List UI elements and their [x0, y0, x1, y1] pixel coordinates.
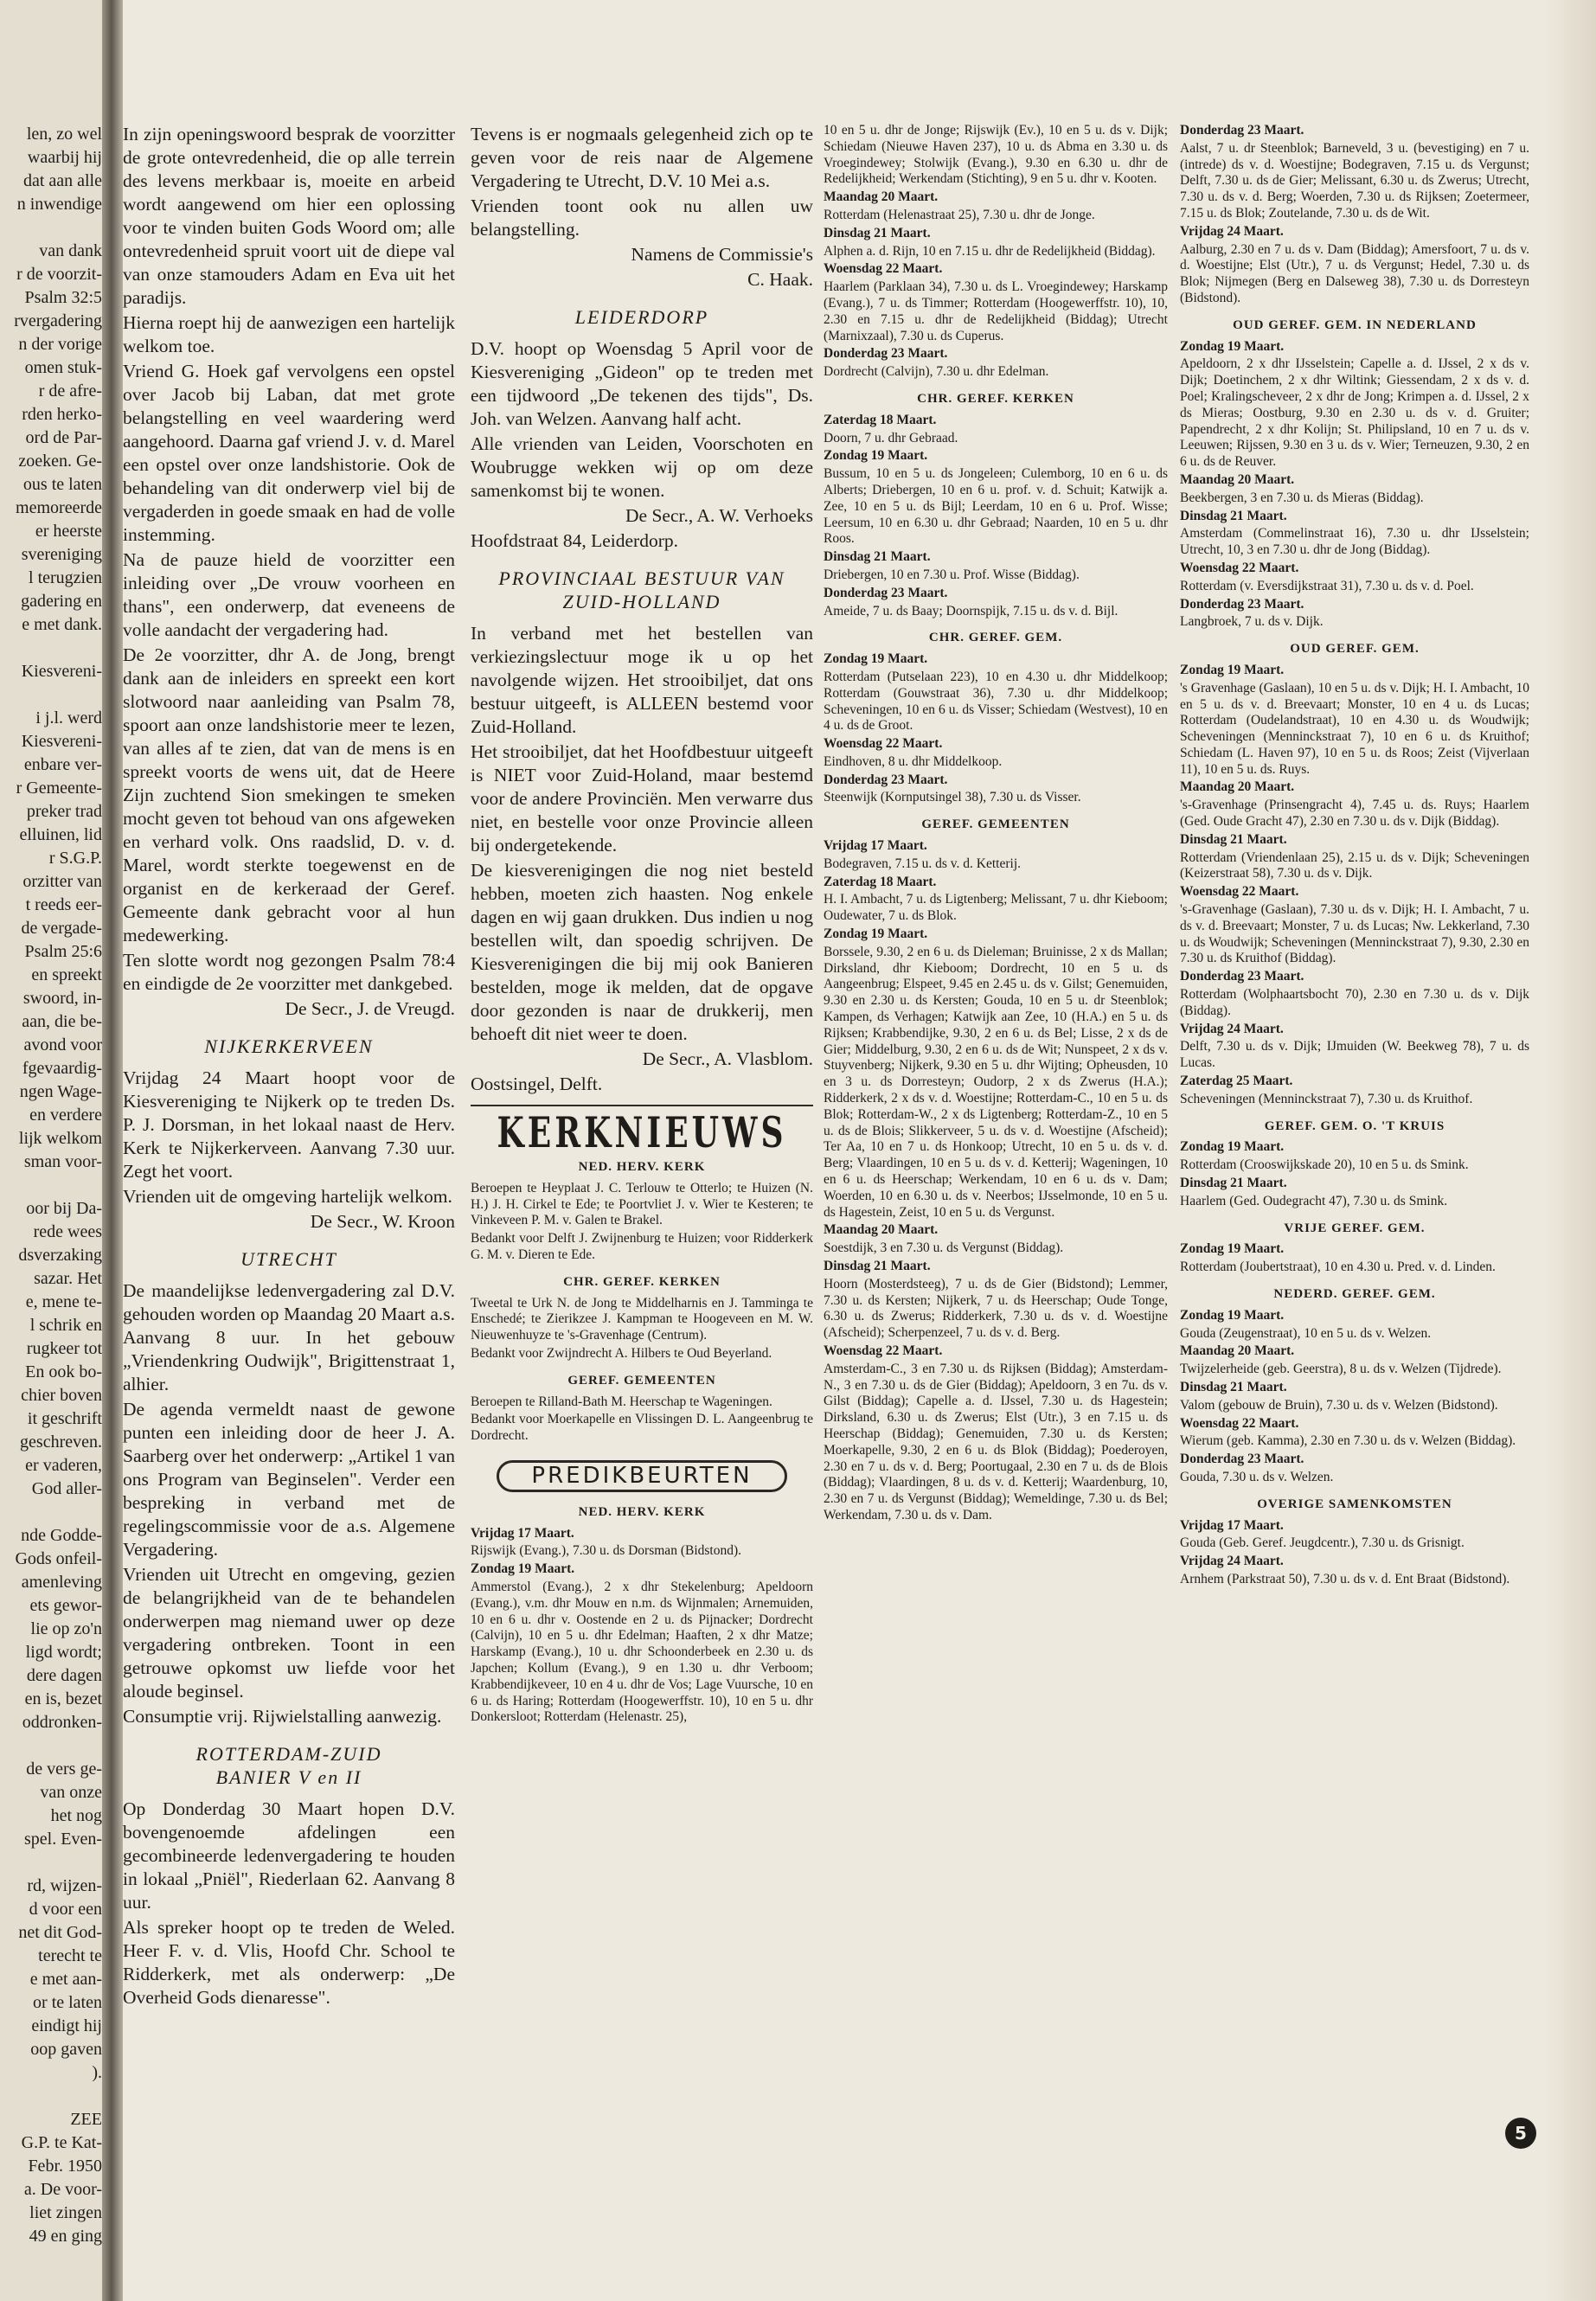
previous-page-column — [3, 123, 102, 2248]
date-heading: Maandag 20 Maart. — [1180, 779, 1295, 795]
date-heading: Maandag 20 Maart. — [1180, 471, 1295, 487]
previous-page-line: avond voor — [23, 1035, 102, 1054]
previous-page-line: de vergade- — [21, 919, 102, 938]
previous-page-line: geschreven. — [20, 1433, 102, 1452]
article-paragraph: Consumptie vrij. Rijwielstalling aanwezig. — [123, 1706, 442, 1727]
date-heading: Donderdag 23 Maart. — [824, 346, 948, 362]
church-heading: OUD GEREF. GEM. — [1290, 642, 1420, 657]
service-list: Scheveningen (Menninckstraat 7), 7.30 u. ds Kruithof. — [1180, 1091, 1473, 1106]
previous-page-line: orzitter van — [22, 872, 102, 891]
previous-page-line: e met dank. — [22, 615, 102, 634]
column-2 — [471, 123, 813, 2112]
page-number: 5 — [1505, 2118, 1536, 2149]
date-heading: Maandag 20 Maart. — [1180, 1343, 1295, 1359]
column-1 — [123, 123, 455, 2112]
date-heading: Woensdag 22 Maart. — [1180, 560, 1299, 575]
article-paragraph: Na de pauze hield de voorzitter een inleiding over „De vrouw voorheen en thans", een onderwerp, dat eveneens de volle aandacht der vergadering had. — [123, 549, 455, 640]
article-paragraph: In zijn openingswoord besprak de voorzitter de grote ontevredenheid, die op alle terrein des levens merkbaar is, moeite en arbeid wordt aangewend om hier een oplossing voor te vinden buiten Gods Woord om; alle ontevredenheid spruit voort uit de diepe val van onze stamouders Adam en Eva uit het paradijs. — [123, 124, 455, 308]
signature: De Secr., A. Vlasblom. — [642, 1048, 813, 1069]
article-paragraph: Ten slotte wordt nog gezongen Psalm 78:4 en eindigde de 2e voorzitter met dankgebed. — [123, 950, 455, 994]
article-paragraph: Vriend G. Hoek gaf vervolgens een opstel over Jacob bij Laban, dat met grote belangstelling en veel waardering werd aangehoord. Daarna gaf vriend J. v. d. Marel een opstel over onze landshistorie. Ook de behandeling van dit onderwerp viel bij de vergaderden in goede smaak en had de volle instemming. — [123, 361, 455, 545]
date-heading: Vrijdag 24 Maart. — [1180, 223, 1284, 239]
kerknieuws-block — [471, 1159, 813, 1726]
date-heading: Donderdag 23 Maart. — [1180, 123, 1304, 138]
section-heading: NIJKERKERVEEN — [204, 1035, 374, 1057]
news-item: Bedankt voor Delft J. Zwijnenburg te Huizen; voor Ridderkerk G. M. v. Dieren te Ede. — [471, 1231, 813, 1262]
service-list: Rotterdam (Crooswijkskade 20), 10 en 5 u. ds Smink. — [1180, 1157, 1469, 1173]
church-heading: NED. HERV. KERK — [578, 1504, 706, 1519]
service-list: Gouda, 7.30 u. ds v. Welzen. — [1180, 1469, 1334, 1484]
news-item: Beroepen te Heyplaat J. C. Terlouw te Otterlo; te Huizen (N. H.) J. H. Cirkel te Ede; te Poortvliet J. v. Wier te Kesteren; te Vinkeveen P. M. v. Galen te Brakel. — [471, 1180, 813, 1228]
page-edge — [1544, 0, 1596, 2301]
article-paragraph: Vrijdag 24 Maart hoopt voor de Kiesvereniging te Nijkerk op te treden Ds. P. J. Dorsman, in het lokaal naast de Herv. Kerk te Nijkerkerveen. Aanvang 7.30 uur. Zegt het voort. — [123, 1067, 455, 1182]
previous-page-line: i j.l. werd — [35, 708, 102, 727]
previous-page-line: sman voor- — [23, 1152, 102, 1171]
service-list: Rotterdam (Wolphaartsbocht 70), 2.30 en 7.30 u. ds v. Dijk (Biddag). — [1180, 987, 1529, 1018]
section-subheading: BANIER V en II — [215, 1766, 362, 1788]
article-paragraph: Als spreker hoopt op te treden de Weled. Heer F. v. d. Vlis, Hoofd Chr. School te Ridderkerk, met als onderwerp: „De Overheid Gods dienaresse". — [123, 1917, 455, 2008]
previous-page-line: len, zo wel — [26, 125, 102, 144]
previous-page-line: van onze — [40, 1783, 102, 1802]
date-heading: Zondag 19 Maart. — [824, 926, 928, 942]
previous-page-line: ord de Par- — [25, 428, 102, 447]
date-heading: Donderdag 23 Maart. — [824, 585, 948, 600]
previous-page-line — [3, 1501, 102, 1524]
date-heading: Donderdag 23 Maart. — [1180, 596, 1304, 612]
date-heading: Vrijdag 24 Maart. — [1180, 1021, 1284, 1036]
previous-page-line: En ook bo- — [25, 1362, 102, 1381]
section-heading: UTRECHT — [240, 1248, 337, 1270]
date-heading: Maandag 20 Maart. — [824, 1222, 939, 1238]
date-heading: Zondag 19 Maart. — [824, 448, 928, 464]
date-heading: Vrijdag 17 Maart. — [471, 1525, 574, 1541]
service-list: Gouda (Geb. Geref. Jeugdcentr.), 7.30 u. ds Grisnigt. — [1180, 1535, 1465, 1551]
article-paragraph: De maandelijkse ledenvergadering zal D.V. gehouden worden op Maandag 20 Maart a.s. Aanvang 8 uur. In het gebouw „Vriendenkring Oudwijk", Brigittenstraat 1, alhier. — [123, 1280, 455, 1394]
date-heading: Zondag 19 Maart. — [471, 1561, 575, 1577]
previous-page-line: het nog — [50, 1806, 102, 1825]
previous-page-line: preker trad — [26, 802, 102, 821]
previous-page-line: Febr. 1950 — [28, 2157, 102, 2176]
previous-page-line: rden herko- — [22, 405, 102, 424]
article-paragraph: De 2e voorzitter, dhr A. de Jong, brengt dank aan de inleiders en spreekt een kort slotwoord naar aanleiding van Psalm 78, spoort aan onze landshistorie meer te lezen, van alles af te zien, dat van de mens is en spreekt voorts de wens uit, dat de Heere Zijn zuchtend Sion smekingen te smeken mocht geven tot behoud van ons afgeweken en verhard volk. Ons raadslid, D. v. d. Marel, wordt sterkte toegewenst en de organist en de kerkeraad der Geref. Gemeente dank gebracht voor al hun medewerking. — [123, 644, 455, 945]
previous-page-line: rvergadering — [14, 311, 102, 330]
article-paragraph: Vrienden uit de omgeving hartelijk welkom. — [123, 1186, 452, 1207]
date-heading: Woensdag 22 Maart. — [824, 1343, 943, 1358]
previous-page-line: er heerste — [35, 522, 102, 541]
previous-page-line: sazar. Het — [34, 1269, 102, 1288]
previous-page-line: rede wees — [33, 1222, 102, 1241]
previous-page-line: it geschrift — [27, 1409, 102, 1428]
service-list: Wierum (geb. Kamma), 2.30 en 7.30 u. ds v. Welzen (Biddag). — [1180, 1433, 1516, 1449]
article-paragraph: Alle vrienden van Leiden, Voorschoten en Woubrugge wekken wij op om deze samenkomst bij te wonen. — [471, 433, 813, 501]
previous-page-line: l schrik en — [29, 1316, 102, 1335]
previous-page-line: dere dagen — [26, 1666, 102, 1685]
previous-page-line — [3, 1734, 102, 1758]
church-heading: CHR. GEREF. KERKEN — [563, 1274, 721, 1289]
previous-page-line: waarbij hij — [27, 148, 102, 167]
date-heading: Zaterdag 25 Maart. — [1180, 1074, 1293, 1089]
signature: C. Haak. — [747, 269, 813, 290]
address: Oostsingel, Delft. — [471, 1074, 603, 1094]
previous-page-line: memoreerde — [16, 498, 102, 517]
date-heading: Dinsdag 21 Maart. — [1180, 1379, 1287, 1394]
signature: De Secr., J. de Vreugd. — [285, 998, 455, 1019]
previous-page-line — [3, 2085, 102, 2108]
previous-page-line — [3, 1851, 102, 1875]
date-heading: Woensdag 22 Maart. — [1180, 884, 1299, 900]
previous-page-line: nde Godde- — [21, 1526, 102, 1545]
service-list: Beekbergen, 3 en 7.30 u. ds Mieras (Biddag). — [1180, 490, 1424, 505]
date-heading: Dinsdag 21 Maart. — [1180, 1176, 1287, 1191]
article-paragraph: D.V. hoopt op Woensdag 5 April voor de Kiesvereniging „Gideon" op te treden met een tijdwoord „De tekenen des tijds", Ds. Joh. van Welzen. Aanvang half acht. — [471, 338, 813, 429]
kerknieuws-masthead: KERKNIEUWS — [497, 1108, 787, 1158]
previous-page-line: elluinen, lid — [19, 825, 102, 844]
service-list: Ameide, 7 u. ds Baay; Doornspijk, 7.15 u. ds v. d. Bijl. — [824, 603, 1118, 619]
section-heading: ROTTERDAM-ZUID — [195, 1743, 382, 1765]
column-3 — [824, 123, 1168, 2112]
service-list: Dordrecht (Calvijn), 7.30 u. dhr Edelman. — [824, 364, 1049, 380]
previous-page-line: n der vorige — [18, 335, 102, 354]
service-list: Doorn, 7 u. dhr Gebraad. — [824, 430, 958, 445]
previous-page-line — [3, 683, 102, 707]
date-heading: Woensdag 22 Maart. — [1180, 1415, 1299, 1431]
previous-page-line — [3, 1174, 102, 1197]
service-list: Apeldoorn, 2 x dhr IJsselstein; Capelle a. d. IJssel, 2 x ds v. Dijk; Doetinchem, 2 x dhr Wiltink; Giessendam, 2 x ds v. d. Poel; Kralingscheveer, 2 x dhr de Jong; Krimpen a. d. IJssel, 2 x ds Mieras; Oostburg, 9.30 en 2.30 u. ds v. d. Gruiter; Papendrecht, 2 x dhr Kolijn; St. Philipsland, 10 en 7 u. ds v. Leeuwen; Rijssen, 9.30 en 3 u. ds v. Wier; Terneuzen, 9.30, 2 en 6 u. ds de Reuver. — [1180, 356, 1529, 470]
previous-page-line: lijk welkom — [18, 1129, 102, 1148]
previous-page-line: Gods onfeil- — [15, 1549, 102, 1568]
service-list: Borssele, 9.30, 2 en 6 u. ds Dieleman; Bruinisse, 2 x ds Mallan; Dirksland, dhr Kieboom; Dordrecht, 10 en 5 u. ds Aangeenbrug; Elspeet, 9.45 en 2.45 u. ds v. Gilst; Genemuiden, 9.30 en 2.30 u. ds Kersten; Gouda, 10 en 5 u. dr Steenblok; Kampen, ds Verhagen; Katwijk aan Zee, 10 (H.A.) en 5 u. ds Rijksen; Krabbendijke, 9.30, 2 en 6 u. ds Bel; Lisse, 2 x ds de Gier; Middelburg, 9.30, 2 en 6 u. ds de Wit; Nunspeet, 2 x ds v. Stuyvenberg; Nijkerk, 9.30 en 5 u. dhr Wijting; Opheusden, 10 en 3 u. ds Dorresteyn; Oudorp, 2 x ds Zwerus (H.A.); Ridderkerk, 2 x ds v. d. Woestijne; Rotterdam-C., 10 en 5 u. ds Blok; Rotterdam-W., 2 x ds Ligtenberg; Rotterdam-Z., 10 en 5 u. ds de Blois; Slikkerveer, 5 u. ds v. d. Woestijne (Afscheid); Ter Aa, 10 en 7 u. ds Honkoop; Utrecht, 10 en 5 u. ds v. d. Berg; Vlaardingen, 10 en 5 u. ds v. d. Ketterij; Wageningen, 10 en 6 u. ds Heerschap; Werkendam, 10 en 6 u. ds v. Dam; Woerden, 10 en 6.30 u. ds v. Neerbos; IJsselmonde, 10 en 5 u. ds Hagestein, Zeist, 10 en 5 u. ds Vergunst. — [824, 944, 1168, 1220]
previous-page-line: ets gewor- — [29, 1596, 102, 1615]
signature: De Secr., A. W. Verhoeks — [625, 505, 813, 526]
service-list: Amsterdam-C., 3 en 7.30 u. ds Rijksen (Biddag); Amsterdam-N., 3 en 7.30 u. ds de Gier (Biddag); Apeldoorn, 3 en 7u. ds v. Gilst (Biddag); Capelle a. d. IJssel, 7.30 u. ds Hagestein; Dirksland, 6.30 u. ds Zwerus; Elst (Utr.), 3 en 7.15 u. ds Heerschap (Biddag); Genemuiden, 7.30 u. ds Kersten; Moerkapelle, 9.30, 2 en 6 u. ds Blok (Biddag); Poederoyen, 2.30 en 7 u. ds v. d. Berg; Poortugaal, 2.30 en 7 u. ds de Blois (Biddag); Vlaardingen, 8 u. ds v. d. Ketterij; Waardenburg, 10, 2.30 en 7 u. ds Vergunst (Biddag); Wemeldinge, 7.30 u. ds Bel; Werkendam, 7.30 u. ds v. Dam. — [824, 1361, 1168, 1522]
previous-page-line: Kiesvereni- — [21, 662, 102, 681]
previous-page-line: ). — [92, 2063, 102, 2082]
previous-page-line: rugkeer tot — [26, 1339, 102, 1358]
previous-page-line: r S.G.P. — [48, 849, 102, 868]
date-heading: Zaterdag 18 Maart. — [824, 412, 937, 427]
service-list: 's-Gravenhage (Gaslaan), 7.30 u. ds v. Dijk; H. I. Ambacht, 7 u. ds v. d. Breevaart; Monster, 7 u. ds Lucas; Nw. Lekkerland, 7.30 u. ds Woudwijk; Scheveningen (Menninckstraat 7), 9.30, 2.30 en 7.30 u. ds Kruithof (Biddag). — [1180, 902, 1529, 966]
date-heading: Zaterdag 18 Maart. — [824, 874, 937, 889]
church-heading: CHR. GEREF. KERKEN — [917, 391, 1074, 406]
signature: Namens de Commissie's — [631, 244, 813, 265]
date-heading: Zondag 19 Maart. — [1180, 1139, 1285, 1155]
article-paragraph: Vrienden toont ook nu allen uw belangstelling. — [471, 195, 813, 240]
previous-page-line: liet zingen — [29, 2203, 102, 2222]
previous-page-line: d voor een — [29, 1900, 102, 1919]
date-heading: Dinsdag 21 Maart. — [824, 549, 931, 565]
service-list: Rotterdam (Vriendenlaan 25), 2.15 u. ds v. Dijk; Scheveningen (Keizerstraat 58), 7.30 u. ds v. Dijk. — [1180, 849, 1529, 881]
previous-page-line: omen stuk- — [24, 358, 102, 377]
date-heading: Dinsdag 21 Maart. — [824, 1259, 931, 1273]
previous-page-line: ligd wordt; — [25, 1643, 102, 1662]
service-list: 's Gravenhage (Gaslaan), 10 en 5 u. ds v. Dijk; H. I. Ambacht, 10 en 5 u. ds v. d. Breevaart; Monster, 10 en 4 u. ds Lucas; Rotterdam (Oudelandstraat), 10 en 4.30 u. ds Woudwijk; Scheveningen (Menninckstraat 7), 10 en 6 u. ds Kruithof; Schiedam (L. Haven 97), 10 en 5 u. ds Roos; Zeist (Vijverlaan 11), 10 en 5 u. ds. Ruys. — [1180, 680, 1529, 777]
previous-page-line: spel. Even- — [24, 1830, 102, 1849]
service-list: Rotterdam (Helenastraat 25), 7.30 u. dhr de Jonge. — [824, 207, 1095, 222]
previous-page-line: amenleving — [21, 1573, 102, 1592]
news-item: Bedankt voor Zwijndrecht A. Hilbers te Oud Beyerland. — [471, 1345, 772, 1361]
service-list: Haarlem (Parklaan 34), 7.30 u. ds L. Vroegindewey; Harskamp (Evang.), 7 u. ds Timmer; Rotterdam (Hoogewerffstr. 10), 10, 2.30 en 7.15 u. dhr de Redelijkheid (Biddag); Utrecht (Marnixzaal), 7.30 u. ds Cuperus. — [824, 279, 1168, 343]
service-list: Amsterdam (Commelinstraat 16), 7.30 u. dhr IJsselstein; Utrecht, 10, 3 en 7.30 u. dhr de Jong (Biddag). — [1180, 526, 1529, 558]
service-list: H. I. Ambacht, 7 u. ds Ligtenberg; Melissant, 7 u. dhr Kieboom; Oudewater, 7 u. ds Blok. — [824, 892, 1168, 924]
previous-page-line: G.P. te Kat- — [21, 2133, 102, 2152]
previous-page-line: dsverzaking — [18, 1246, 102, 1265]
service-list: 's-Gravenhage (Prinsengracht 4), 7.45 u. ds. Ruys; Haarlem (Ged. Oude Gracht 47), 2.30 en 7.30 u. ds v. Dijk (Biddag). — [1180, 798, 1529, 830]
service-list: Rotterdam (Joubertstraat), 10 en 4.30 u. Pred. v. d. Linden. — [1180, 1259, 1496, 1275]
divider — [471, 1105, 813, 1106]
previous-page-line: swoord, in- — [22, 989, 102, 1008]
previous-page-line: zoeken. Ge- — [18, 452, 102, 471]
church-heading: CHR. GEREF. GEM. — [928, 631, 1063, 645]
service-list: 10 en 5 u. dhr de Jonge; Rijswijk (Ev.), 10 en 5 u. ds v. Dijk; Schiedam (Nieuwe Haven 237), 10 u. ds Abma en 3.30 u. ds Vroegindewey; Stolwijk (Evang.), 9.30 en 6.30 u. dhr de Redelijkheid; Werkendam (Stichting), 9 en 5 u. dhr v. Kooten. — [824, 123, 1168, 187]
previous-page-line: oor bij Da- — [26, 1199, 102, 1218]
article-paragraph: Het strooibiljet, dat het Hoofdbestuur uitgeeft is NIET voor Zuid-Holand, maar bestemd voor de andere Provinciën. Men verwarre dus niet, en bestelle voor onze Provincie alleen bij ondergetekende. — [471, 741, 813, 856]
date-heading: Zondag 19 Maart. — [1180, 338, 1285, 354]
date-heading: Dinsdag 21 Maart. — [1180, 831, 1287, 847]
previous-page-line: l terugzien — [29, 568, 102, 587]
church-heading: GEREF. GEM. O. 'T KRUIS — [1264, 1118, 1445, 1133]
church-heading: VRIJE GEREF. GEM. — [1284, 1221, 1426, 1235]
previous-page-line: ngen Wage- — [19, 1082, 102, 1101]
previous-page-line: enbare ver- — [23, 755, 102, 774]
previous-page-line: en verdere — [29, 1106, 102, 1125]
previous-page-line: chier boven — [21, 1386, 102, 1405]
church-heading: GEREF. GEMEENTEN — [921, 817, 1070, 832]
service-list: Valom (gebouw de Bruin), 7.30 u. ds v. Welzen (Bidstond). — [1180, 1397, 1498, 1413]
service-list: Twijzelerheide (geb. Geerstra), 8 u. ds v. Welzen (Tijdrede). — [1180, 1362, 1502, 1377]
date-heading: Dinsdag 21 Maart. — [824, 225, 931, 240]
service-list: Alphen a. d. Rijn, 10 en 7.15 u. dhr de Redelijkheid (Biddag). — [824, 243, 1156, 259]
previous-page-line: 49 en ging — [29, 2227, 102, 2246]
previous-page-line: er vaderen, — [25, 1456, 102, 1475]
date-heading: Maandag 20 Maart. — [824, 189, 939, 205]
service-list: Bussum, 10 en 5 u. ds Jongeleen; Culemborg, 10 en 6 u. ds Alberts; Driebergen, 10 en 6 u. prof. v. d. Schuit; Katwijk a. Zee, 10 en 5 u. ds Bijl; Leerdam, 10 en 6 u. Prof. Wisse; Leersum, 10 en 6.30 u. dhr Gebraad; Naarden, 10 en 5 u. dhr Roos. — [824, 466, 1168, 547]
date-heading: Zondag 19 Maart. — [1180, 662, 1285, 677]
service-list: Hoorn (Mosterdsteeg), 7 u. ds de Gier (Bidstond); Lemmer, 7.30 u. ds Kersten; Nijkerk, 7 u. ds Heerschap; Oude Tonge, 6.30 u. ds Zwerus; Ridderkerk, 7.30 u. ds v. d. Woestijne (Afscheid); Scherpenzeel, 7 u. ds v. d. Berg. — [824, 1276, 1168, 1341]
news-item: Tweetal te Urk N. de Jong te Middelharnis en J. Tamminga te Enschedé; te Zierikzee J. Kampman te Hoogeveen en M. W. Nieuwenhuyze te 's-Gravenhage (Centrum). — [471, 1295, 813, 1343]
section-heading: PROVINCIAAL BESTUUR VAN ZUID-HOLLAND — [498, 567, 785, 612]
date-heading: Dinsdag 21 Maart. — [1180, 508, 1287, 523]
date-heading: Vrijdag 17 Maart. — [824, 838, 927, 854]
address: Hoofdstraat 84, Leiderdorp. — [471, 530, 679, 551]
previous-page-line: or te laten — [33, 1993, 102, 2012]
column-4 — [1180, 123, 1529, 2112]
previous-page-line: gadering en — [21, 592, 102, 611]
service-list: Rotterdam (v. Eversdijkstraat 31), 7.30 u. ds v. d. Poel. — [1180, 578, 1474, 593]
signature: De Secr., W. Kroon — [310, 1211, 455, 1232]
service-list: Eindhoven, 8 u. dhr Middelkoop. — [824, 753, 1003, 769]
service-list: Rijswijk (Evang.), 7.30 u. ds Dorsman (Bidstond). — [471, 1543, 741, 1559]
previous-page-line: r Gemeente- — [16, 779, 102, 798]
previous-page-line: en is, bezet — [24, 1689, 102, 1708]
previous-page-line: t reeds eer- — [25, 895, 102, 914]
previous-page-line: terecht te — [38, 1946, 102, 1965]
previous-page-line: oop gaven — [30, 2040, 102, 2059]
previous-page-line: eindigt hij — [31, 2016, 102, 2035]
service-list: Arnhem (Parkstraat 50), 7.30 u. ds v. d. Ent Braat (Bidstond). — [1180, 1571, 1510, 1586]
previous-page-line: Kiesvereni- — [21, 732, 102, 751]
previous-page-line: de vers ge- — [26, 1759, 102, 1779]
service-list: Soestdijk, 3 en 7.30 u. ds Vergunst (Biddag). — [824, 1240, 1064, 1256]
service-list: Aalst, 7 u. dr Steenblok; Barneveld, 3 u. (bevestiging) en 7 u. (intrede) ds v. d. Woestijne; Bodegraven, 7.15 u. ds Vergunst; Delft, 7.30 u. ds de Gier; Melissant, 6.30 u. ds Zwerus; Utrecht, 7.30 u. ds v. d. Berg; Woerden, 7.30 u. ds Rijksen; Zoetermeer, 7.15 u. ds Blok; Zoutelande, 7.30 u. ds de Wit. — [1180, 140, 1529, 221]
date-heading: Zondag 19 Maart. — [1180, 1307, 1285, 1323]
service-list: Ammerstol (Evang.), 2 x dhr Stekelenburg; Apeldoorn (Evang.), v.m. dhr Mouw en n.m. ds Wijnmalen; Arnemuiden, 10 en 6 u. dhr v. Oostende en 2 u. ds Pijnacker; Dordrecht (Calvijn), 10 en 5 u. dhr Edelman; Haaften, 2 x dhr Matze; Harskamp (Evang.), 10 u. dhr Schoonderbeek en 2.30 u. ds Japchen; Kollum (Evang.), 9 en 1.30 u. dhr Verboom; Krabbendijkeveer, 10 en 4 u. dhr de Vos; Lage Vuursche, 10 en 6 u. ds Haring; Rotterdam (Hoogewerffstr. 10), 10 en 5 u. dhr Donkersloot; Rotterdam (Helenastr. 25), — [471, 1579, 813, 1725]
previous-page-line: Psalm 25:6 — [24, 942, 102, 961]
predikbeurten-banner: PREDIKBEURTEN — [497, 1460, 787, 1492]
article-paragraph: Vrienden uit Utrecht en omgeving, gezien de belangrijkheid van de te behandelen onderwerpen mag niemand uwer op deze vergadering ontbreken. Toont in een getrouwe opkomst uw liefde voor het aloude beginsel. — [123, 1564, 455, 1702]
service-list: Gouda (Zeugenstraat), 10 en 5 u. ds v. Welzen. — [1180, 1325, 1432, 1341]
article-paragraph: Tevens is er nogmaals gelegenheid zich op te geven voor de reis naar de Algemene Vergadering te Utrecht, D.V. 10 Mei a.s. — [471, 124, 813, 191]
date-heading: Zondag 19 Maart. — [1180, 1241, 1285, 1257]
previous-page-line: en spreekt — [31, 965, 102, 984]
previous-page-edge — [0, 0, 102, 2301]
previous-page-line: e, mene te- — [25, 1292, 102, 1311]
article-paragraph: Op Donderdag 30 Maart hopen D.V. bovengenoemde afdelingen een gecombineerde ledenvergadering te houden in lokaal „Pniël", Riederlaan 62. Aanvang 8 uur. — [123, 1798, 455, 1913]
service-list: Bodegraven, 7.15 u. ds v. d. Ketterij. — [824, 856, 1022, 871]
church-heading: NEDERD. GEREF. GEM. — [1273, 1287, 1436, 1301]
date-heading: Vrijdag 24 Maart. — [1180, 1554, 1284, 1569]
date-heading: Donderdag 23 Maart. — [824, 772, 948, 787]
page-fold — [102, 0, 123, 2301]
previous-page-line: van dank — [39, 241, 102, 260]
previous-page-line: ous te laten — [22, 475, 102, 494]
previous-page-line — [3, 216, 102, 240]
previous-page-line: e met aan- — [29, 1970, 102, 1989]
previous-page-line — [3, 637, 102, 660]
date-heading: Donderdag 23 Maart. — [1180, 1452, 1304, 1467]
church-heading: NED. HERV. KERK — [578, 1160, 706, 1174]
church-heading: OVERIGE SAMENKOMSTEN — [1257, 1497, 1452, 1511]
previous-page-line: r de voorzit- — [16, 265, 102, 284]
previous-page-line: lie op zo'n — [30, 1619, 102, 1638]
previous-page-line: God aller- — [31, 1479, 102, 1498]
article-paragraph: In verband met het bestellen van verkiezingslectuur moge ik u op het navolgende wijzen. Het strooibiljet, dat ons bestuur uitgeeft, is ALLEEN bestemd voor Zuid-Holland. — [471, 623, 813, 737]
previous-page-line: n inwendige — [16, 195, 102, 214]
previous-page-line: Psalm 32:5 — [24, 288, 102, 307]
date-heading: Woensdag 22 Maart. — [824, 261, 943, 277]
news-item: Bedankt voor Moerkapelle en Vlissingen D. L. Aangeenbrug te Dordrecht. — [471, 1412, 813, 1444]
service-list: Rotterdam (Putselaan 223), 10 en 4.30 u. dhr Middelkoop; Rotterdam (Gouwstraat 36), 7.30 u. dhr Middelkoop; Scheveningen, 10 en 6 u. ds Visser; Schiedam (Westvest), 10 en 4 u. ds de Groot. — [824, 669, 1168, 734]
service-list: Aalburg, 2.30 en 7 u. ds v. Dam (Biddag); Amersfoort, 7 u. ds v. d. Woestijne; Elst (Utr.), 7 u. ds Vergunst; Hedel, 7.30 u. ds Blok; Nijmegen (Berg en Dalseweg 38), 7.30 u. ds Dorresteyn (Bidstond). — [1180, 241, 1529, 305]
service-list: Langbroek, 7 u. ds v. Dijk. — [1180, 614, 1324, 630]
article-paragraph: Hierna roept hij de aanwezigen een hartelijk welkom toe. — [123, 312, 455, 356]
section-heading: LEIDERDORP — [574, 306, 709, 328]
previous-page-line: svereniging — [21, 545, 102, 564]
date-heading: Woensdag 22 Maart. — [824, 736, 943, 752]
previous-page-line: ZEE — [70, 2110, 102, 2129]
previous-page-line: rd, wijzen- — [27, 1876, 102, 1895]
service-list: Steenwijk (Kornputsingel 38), 7.30 u. ds Visser. — [824, 790, 1081, 805]
church-heading: GEREF. GEMEENTEN — [567, 1373, 716, 1388]
church-heading: OUD GEREF. GEM. IN NEDERLAND — [1233, 317, 1477, 332]
service-list: Haarlem (Ged. Oudegracht 47), 7.30 u. ds Smink. — [1180, 1193, 1448, 1208]
date-heading: Vrijdag 17 Maart. — [1180, 1517, 1284, 1533]
previous-page-line: aan, die be- — [22, 1012, 102, 1031]
previous-page-line: fgevaardig- — [22, 1059, 102, 1078]
previous-page-line: a. De voor- — [23, 2180, 102, 2199]
news-item: Beroepen te Rilland-Bath M. Heerschap te Wageningen. — [471, 1394, 772, 1409]
date-heading: Donderdag 23 Maart. — [1180, 969, 1304, 984]
date-heading: Zondag 19 Maart. — [824, 651, 928, 667]
article-paragraph: De kiesverenigingen die nog niet besteld hebben, moeten zich haasten. Nog enkele dagen en wij gaan drukken. Dus indien u nog bestellen wilt, dan spoedig schrijven. De Kiesverenigingen die bij mij ook Banieren bestelden, moge ik melden, dat de opgave door gezonden is naar de drukkerij, men behoeft dit niet weer te doen. — [471, 860, 813, 1044]
service-list: Driebergen, 10 en 7.30 u. Prof. Wisse (Biddag). — [824, 567, 1080, 582]
previous-page-line: oddronken- — [22, 1713, 102, 1732]
article-paragraph: De agenda vermeldt naast de gewone punten een inleiding door de heer J. A. Saarberg over het onderwerp: „Artikel 1 van ons Program van Beginselen". Verder een bespreking in verband met de regelingscommissie voor de a.s. Algemene Vergadering. — [123, 1399, 455, 1560]
previous-page-line: dat aan alle — [22, 171, 102, 190]
previous-page-line: net dit God- — [18, 1923, 102, 1942]
previous-page-line: r de afre- — [38, 381, 102, 401]
service-list: Delft, 7.30 u. ds v. Dijk; IJmuiden (W. Beekweg 78), 7 u. ds Lucas. — [1180, 1039, 1529, 1071]
